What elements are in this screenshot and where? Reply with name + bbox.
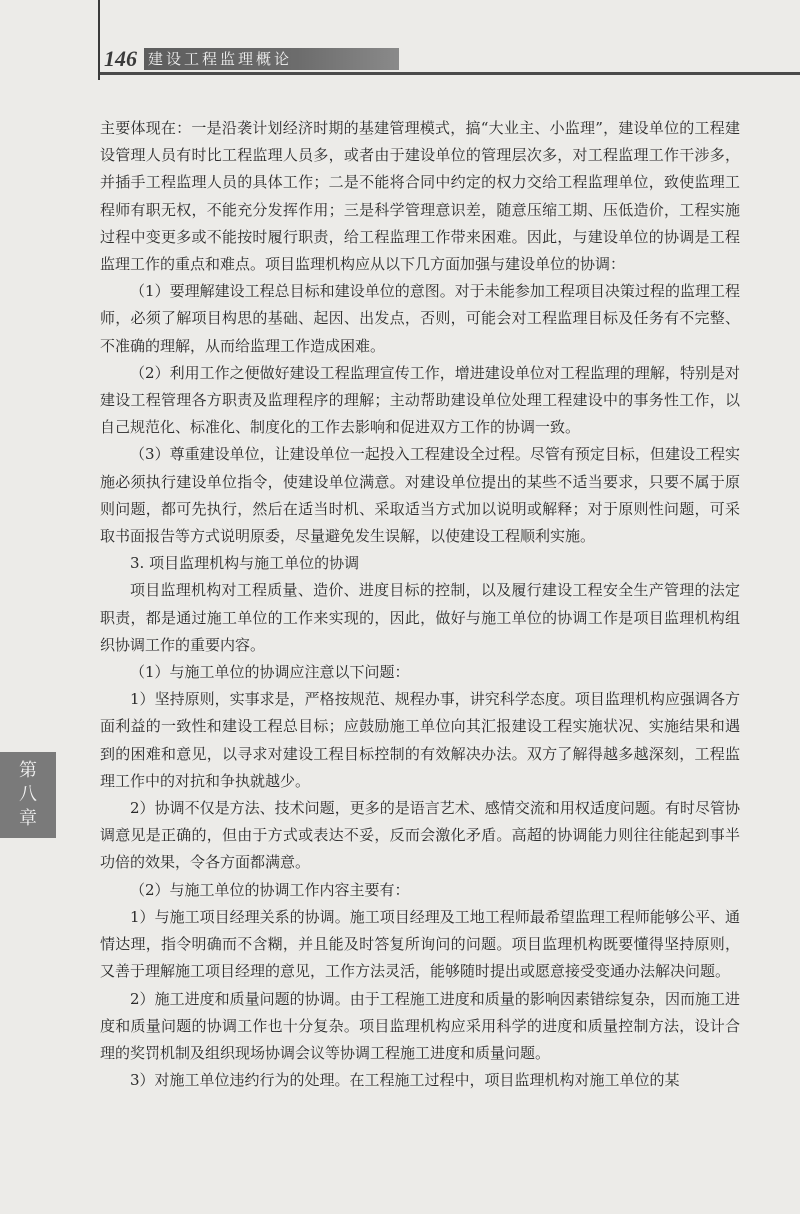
chapter-tab-char: 八 <box>19 784 37 805</box>
paragraph: 2）协调不仅是方法、技术问题，更多的是语言艺术、感情交流和用权适度问题。有时尽管协调意见是正确的，但由于方式或表达不妥，反而会激化矛盾。高超的协调能力则往往能起到事半功倍的效果，令各方面都满意。 <box>100 799 740 872</box>
paragraph: （3）尊重建设单位，让建设单位一起投入工程建设全过程。尽管有预定目标，但建设工程实施必须执行建设单位指令，使建设单位满意。对建设单位提出的某些不适当要求，只要不属于原则问题，都可先执行，然后在适当时机、采取适当方式加以说明或解释；对于原则性问题，可采取书面报告等方式说明原委，尽量避免发生误解，以使建设工程顺利实施。 <box>100 445 740 546</box>
book-title: 建设工程监理概论 <box>144 48 399 70</box>
paragraph: 1）与施工项目经理关系的协调。施工项目经理及工地工程师最希望监理工程师能够公平、通情达理，指令明确而不含糊，并且能及时答复所询问的问题。项目监理机构既要懂得坚持原则，又善于理解施工项目经理的意见，工作方法灵活，能够随时提出或愿意接受变通办法解决问题。 <box>100 907 740 981</box>
section-heading: 3. 项目监理机构与施工单位的协调 <box>130 554 360 573</box>
page-number: 146 <box>104 46 137 71</box>
subsection-heading: （1）与施工单位的协调应注意以下问题： <box>130 663 410 682</box>
paragraph: （2）利用工作之便做好建设工程监理宣传工作，增进建设单位对工程监理的理解，特别是对建设工程管理各方职责及监理程序的理解；主动帮助建设单位处理工程建设中的事务性工作，以自己规范化、标准化、制度化的工作去影响和促进双方工作的协调一致。 <box>100 363 740 437</box>
chapter-tab <box>0 752 56 838</box>
subsection-heading: （2）与施工单位的协调工作内容主要有： <box>130 880 410 899</box>
chapter-tab-char: 章 <box>19 808 37 829</box>
paragraph: 主要体现在：一是沿袭计划经济时期的基建管理模式，搞“大业主、小监理”，建设单位的工程建设管理人员有时比工程监理人员多，或者由于建设单位的管理层次多，对工程监理工作干涉多，并插手工程监理人员的具体工作；二是不能将合同中约定的权力交给工程监理单位，致使监理工程师有职无权，不能充分发挥作用；三是科学管理意识差，随意压缩工期、压低造价，工程实施过程中变更多或不能按时履行职责，给工程监理工作带来困难。因此，与建设单位的协调是工程监理工作的重点和难点。项目监理机构应从以下几方面加强与建设单位的协调： <box>100 119 740 274</box>
chapter-tab-char: 第 <box>19 760 37 781</box>
paragraph: 项目监理机构对工程质量、造价、进度目标的控制，以及履行建设工程安全生产管理的法定职责，都是通过施工单位的工作来实现的，因此，做好与施工单位的协调工作是项目监理机构组织协调工作的重要内容。 <box>100 581 740 654</box>
paragraph: 1）坚持原则，实事求是，严格按规范、规程办事，讲究科学态度。项目监理机构应强调各方面利益的一致性和建设工程总目标；应鼓励施工单位向其汇报建设工程实施状况、实施结果和遇到的困难和意见，以寻求对建设工程目标控制的有效解决办法。双方了解得越多越深刻，工程监理工作中的对抗和争执就越少。 <box>100 690 740 790</box>
header-rule <box>100 72 800 75</box>
paragraph: （1）要理解建设工程总目标和建设单位的意图。对于未能参加工程项目决策过程的监理工程师，必须了解项目构思的基础、起因、出发点，否则，可能会对工程监理目标及任务有不完整、不准确的理解，从而给监理工作造成困难。 <box>100 282 740 355</box>
paragraph: 3）对施工单位违约行为的处理。在工程施工过程中，项目监理机构对施工单位的某 <box>130 1071 680 1090</box>
body-text <box>100 115 740 1094</box>
page-header <box>100 46 800 72</box>
paragraph: 2）施工进度和质量问题的协调。由于工程施工进度和质量的影响因素错综复杂，因而施工进度和质量问题的协调工作也十分复杂。项目监理机构应采用科学的进度和质量控制方法，设计合理的奖罚机制及组织现场协调会议等协调工程施工进度和质量问题。 <box>100 989 740 1062</box>
